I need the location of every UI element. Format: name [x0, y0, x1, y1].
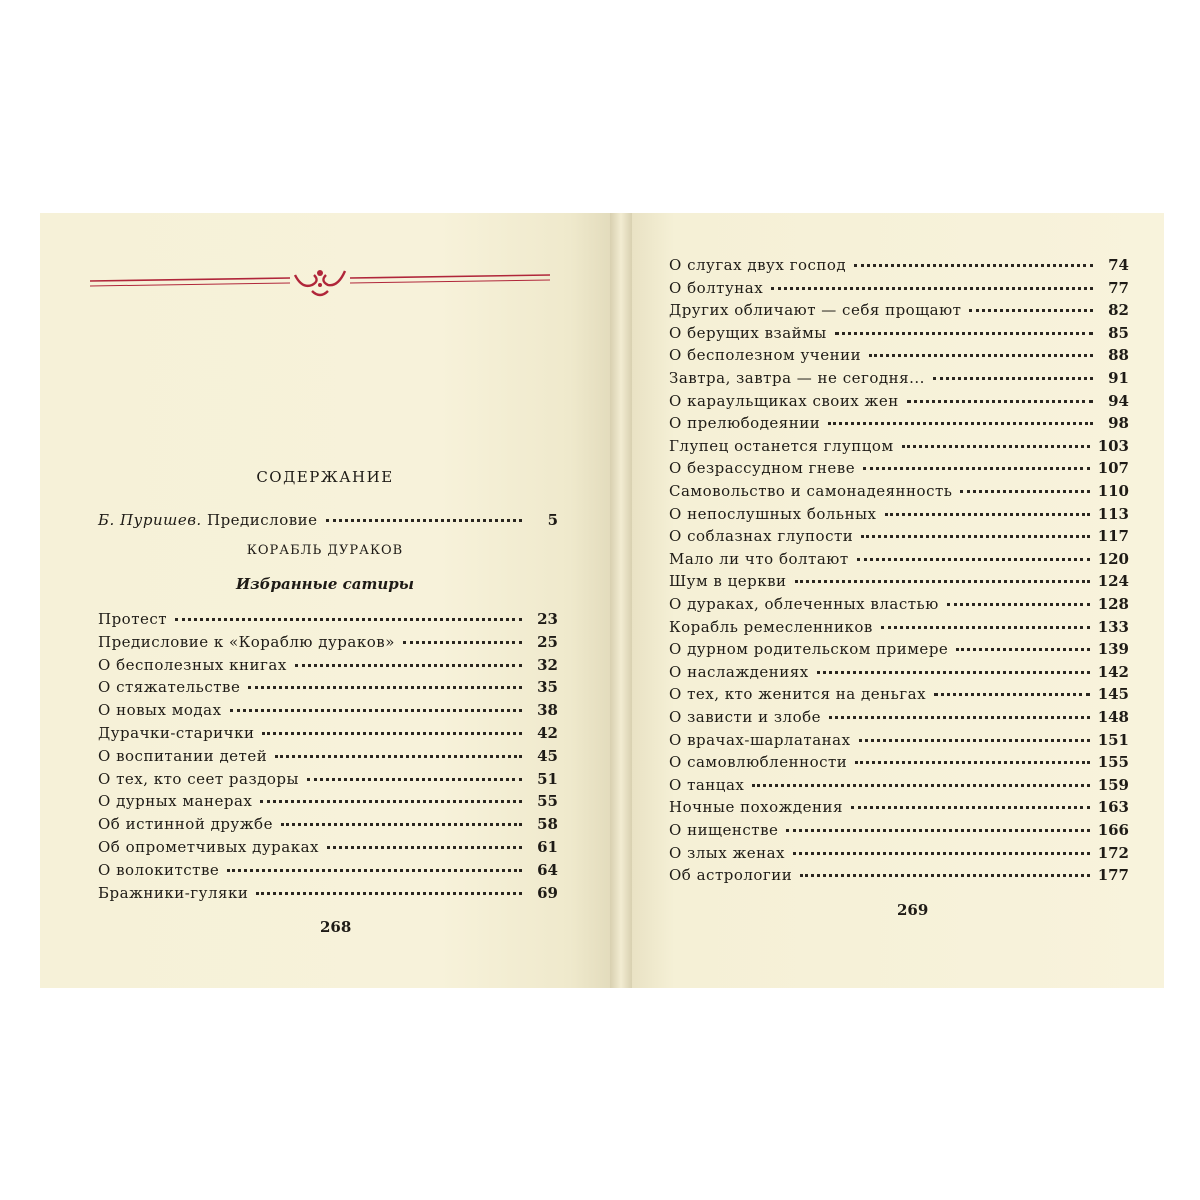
toc-entry-title: О непослушных больных: [669, 504, 877, 523]
toc-entry-title: О врачах-шарлатанах: [669, 730, 851, 749]
toc-entry-page-number: 42: [537, 724, 558, 742]
toc-entry-page-number: 172: [1097, 843, 1129, 862]
dot-leader: [275, 755, 522, 758]
dot-leader: [885, 513, 1090, 516]
toc-entry: [98, 770, 558, 788]
toc-entry-page-number: 133: [1097, 617, 1129, 636]
toc-entry-page-number: 74: [1108, 256, 1129, 274]
toc-entry: [98, 656, 558, 674]
dot-leader: [881, 626, 1090, 629]
dot-leader: [829, 716, 1090, 719]
dot-leader: [752, 784, 1089, 787]
headpiece-ornament-icon: [90, 261, 550, 301]
toc-entry-page-number: 45: [537, 746, 558, 765]
toc-entry-page-number: 58: [537, 815, 558, 834]
toc-entry: [669, 346, 1129, 364]
dot-leader: [835, 332, 1093, 335]
toc-entry: [669, 437, 1129, 455]
dot-leader: [786, 829, 1089, 832]
dot-leader: [326, 519, 522, 522]
toc-entry-title: О воспитании детей: [98, 746, 268, 765]
toc-entry: [669, 595, 1129, 613]
dot-leader: [828, 422, 1093, 425]
toc-entry-page-number: 23: [537, 610, 558, 628]
dot-leader: [771, 287, 1093, 290]
toc-entry-page-number: 166: [1097, 821, 1129, 839]
toc-entry: [98, 724, 558, 742]
toc-entry-title: О нищенстве: [669, 821, 779, 839]
toc-entry-page-number: 163: [1097, 798, 1129, 817]
preface-title: Б. Пуришев. Предисловие: [98, 511, 318, 529]
toc-entry: [669, 550, 1129, 568]
toc-entry-title: О тех, кто сеет раздоры: [98, 769, 299, 788]
toc-entry-page-number: 38: [537, 701, 558, 720]
toc-entry: [98, 610, 558, 628]
left-page: [40, 213, 610, 988]
dot-leader: [795, 580, 1090, 583]
toc-entry-title: О караульщиках своих жен: [669, 391, 899, 410]
toc-entry-title: О прелюбодеянии: [669, 414, 821, 433]
section-title: КОРАБЛЬ ДУРАКОВ: [246, 543, 404, 558]
dot-leader: [854, 264, 1093, 267]
toc-entry: [669, 844, 1129, 862]
toc-entry-title: О тех, кто женится на деньгах: [669, 685, 927, 704]
toc-entry-page-number: 85: [1108, 323, 1129, 342]
dot-leader: [256, 892, 522, 895]
toc-entry-page-number: 25: [537, 632, 558, 651]
dot-leader: [800, 874, 1089, 877]
toc-entry-title: Самовольство и самонадеянность: [669, 482, 953, 500]
toc-entry: [669, 663, 1129, 681]
toc-entry-title: О соблазнах глупости: [669, 527, 854, 546]
dot-leader: [248, 686, 522, 689]
toc-entry-title: О дурном родительском примере: [669, 640, 949, 659]
page-number-left: 268: [320, 918, 352, 936]
toc-entry-page-number: 117: [1097, 527, 1129, 546]
toc-entry-title: О танцах: [669, 775, 745, 794]
dot-leader: [861, 535, 1089, 538]
toc-entry: [669, 527, 1129, 545]
toc-entry: [669, 256, 1129, 274]
toc-entry-title: О бесполезных книгах: [98, 655, 287, 674]
contents-heading: СОДЕРЖАНИЕ: [256, 468, 394, 486]
toc-entry-page-number: 98: [1108, 414, 1129, 433]
dot-leader: [902, 445, 1090, 448]
toc-entry: [669, 301, 1129, 319]
toc-entry: [669, 572, 1129, 590]
toc-entry-title: Завтра, завтра — не сегодня...: [669, 369, 925, 387]
toc-entry: [669, 482, 1129, 500]
dot-leader: [403, 641, 522, 644]
toc-entry: [98, 678, 558, 696]
toc-entry-title: Мало ли что болтают: [669, 549, 849, 568]
toc-entry: [98, 633, 558, 651]
toc-entry-title: О болтунах: [669, 278, 764, 297]
toc-entry: [669, 866, 1129, 884]
toc-entry-title: Об истинной дружбе: [98, 815, 273, 834]
dot-leader: [327, 846, 522, 849]
page-number-right: 269: [897, 901, 929, 919]
toc-entry: [98, 747, 558, 765]
toc-entry-title: Протест: [98, 610, 168, 628]
toc-entry-page-number: 94: [1108, 391, 1129, 410]
toc-entry: [669, 731, 1129, 749]
toc-entry: [98, 701, 558, 719]
dot-leader: [859, 739, 1090, 742]
toc-entry-page-number: 77: [1108, 278, 1129, 297]
toc-entry-title: О наслаждениях: [669, 662, 809, 681]
toc-entry: [669, 798, 1129, 816]
toc-entry-title: О волокитстве: [98, 860, 220, 879]
toc-entry: [669, 414, 1129, 432]
toc-entry: [669, 459, 1129, 477]
toc-entry-page-number: 113: [1097, 504, 1129, 523]
toc-entry-title: Глупец останется глупцом: [669, 436, 894, 455]
toc-entry: [669, 505, 1129, 523]
dot-leader: [262, 732, 522, 735]
dot-leader: [307, 778, 522, 781]
toc-entry-page-number: 103: [1097, 436, 1129, 455]
book-gutter: [610, 213, 632, 988]
dot-leader: [230, 709, 522, 712]
toc-entry-title: О безрассудном гневе: [669, 459, 856, 478]
dot-leader: [960, 490, 1089, 493]
toc-entry-title: О дураках, облеченных властью: [669, 595, 939, 613]
toc-entry-page-number: 139: [1097, 640, 1129, 659]
toc-entry-title: О самовлюбленности: [669, 753, 848, 772]
dot-leader: [933, 377, 1093, 380]
dot-leader: [969, 309, 1093, 312]
dot-leader: [857, 558, 1090, 561]
toc-entry: [98, 815, 558, 833]
toc-entry: [669, 640, 1129, 658]
toc-entry-page-number: 155: [1097, 753, 1129, 772]
toc-entry: [669, 279, 1129, 297]
dot-leader: [793, 852, 1090, 855]
toc-entry: [669, 324, 1129, 342]
right-page: [632, 213, 1164, 988]
dot-leader: [855, 761, 1089, 764]
toc-entry-title: Дурачки-старички: [98, 724, 255, 742]
toc-entry: [98, 861, 558, 879]
dot-leader: [851, 806, 1090, 809]
book-spread: [40, 213, 1164, 988]
toc-entry: [98, 792, 558, 810]
dot-leader: [956, 648, 1089, 651]
toc-entry-page-number: 35: [537, 678, 558, 697]
toc-entry-page-number: 61: [537, 838, 558, 856]
preface-page-number: 5: [547, 511, 558, 529]
toc-entry-title: Об опрометчивых дураках: [98, 838, 320, 856]
toc-entry-title: О стяжательстве: [98, 678, 241, 697]
toc-entry-title: Шум в церкви: [669, 572, 787, 591]
toc-entry-page-number: 88: [1108, 346, 1129, 365]
dot-leader: [863, 467, 1090, 470]
toc-entry-title: Об астрологии: [669, 866, 793, 885]
toc-entry-page-number: 128: [1097, 595, 1129, 613]
toc-entry-title: О берущих взаймы: [669, 323, 827, 342]
toc-entry-title: О бесполезном учении: [669, 346, 862, 365]
dot-leader: [260, 800, 522, 803]
toc-entry-page-number: 110: [1097, 482, 1129, 500]
toc-entry-page-number: 64: [537, 860, 558, 879]
dot-leader: [281, 823, 522, 826]
dot-leader: [175, 618, 522, 621]
toc-entry: [669, 708, 1129, 726]
toc-entry-page-number: 91: [1108, 369, 1129, 387]
preface-entry: [98, 511, 558, 529]
toc-entry-page-number: 159: [1097, 775, 1129, 794]
section-subtitle: Избранные сатиры: [235, 575, 415, 593]
toc-entry: [669, 776, 1129, 794]
toc-entry-page-number: 69: [537, 883, 558, 902]
toc-entry-title: О дурных манерах: [98, 792, 253, 811]
toc-entry: [669, 392, 1129, 410]
dot-leader: [947, 603, 1090, 606]
toc-entry-page-number: 145: [1097, 685, 1129, 704]
toc-entry-page-number: 120: [1097, 549, 1129, 568]
toc-entry-page-number: 142: [1097, 662, 1129, 681]
toc-entry-page-number: 151: [1097, 730, 1129, 749]
toc-entry-title: О слугах двух господ: [669, 256, 847, 274]
toc-entry-title: О зависти и злобе: [669, 708, 822, 726]
dot-leader: [869, 354, 1093, 357]
toc-entry-title: О злых женах: [669, 843, 786, 862]
toc-entry-title: Бражники-гуляки: [98, 883, 249, 902]
toc-entry: [669, 618, 1129, 636]
dot-leader: [295, 664, 522, 667]
toc-entry-page-number: 51: [537, 769, 558, 788]
toc-entry-page-number: 55: [537, 792, 558, 811]
toc-entry-title: Предисловие к «Кораблю дураков»: [98, 632, 395, 651]
toc-entry-page-number: 177: [1097, 866, 1129, 885]
dot-leader: [907, 400, 1093, 403]
dot-leader: [817, 671, 1090, 674]
toc-entry-page-number: 107: [1097, 459, 1129, 478]
toc-entry: [669, 753, 1129, 771]
toc-entry-title: Других обличают — себя прощают: [669, 301, 962, 320]
toc-entry-title: Ночные похождения: [669, 798, 843, 817]
toc-entry-page-number: 32: [537, 655, 558, 674]
toc-entry: [669, 685, 1129, 703]
toc-entry-page-number: 82: [1108, 301, 1129, 320]
toc-entry-page-number: 124: [1097, 572, 1129, 591]
toc-entry-title: Корабль ремесленников: [669, 617, 873, 636]
toc-entry: [669, 821, 1129, 839]
toc-entry: [98, 838, 558, 856]
toc-entry: [669, 369, 1129, 387]
toc-entry-title: О новых модах: [98, 701, 222, 720]
dot-leader: [934, 693, 1090, 696]
dot-leader: [227, 869, 522, 872]
toc-entry: [98, 884, 558, 902]
toc-entry-page-number: 148: [1097, 708, 1129, 726]
